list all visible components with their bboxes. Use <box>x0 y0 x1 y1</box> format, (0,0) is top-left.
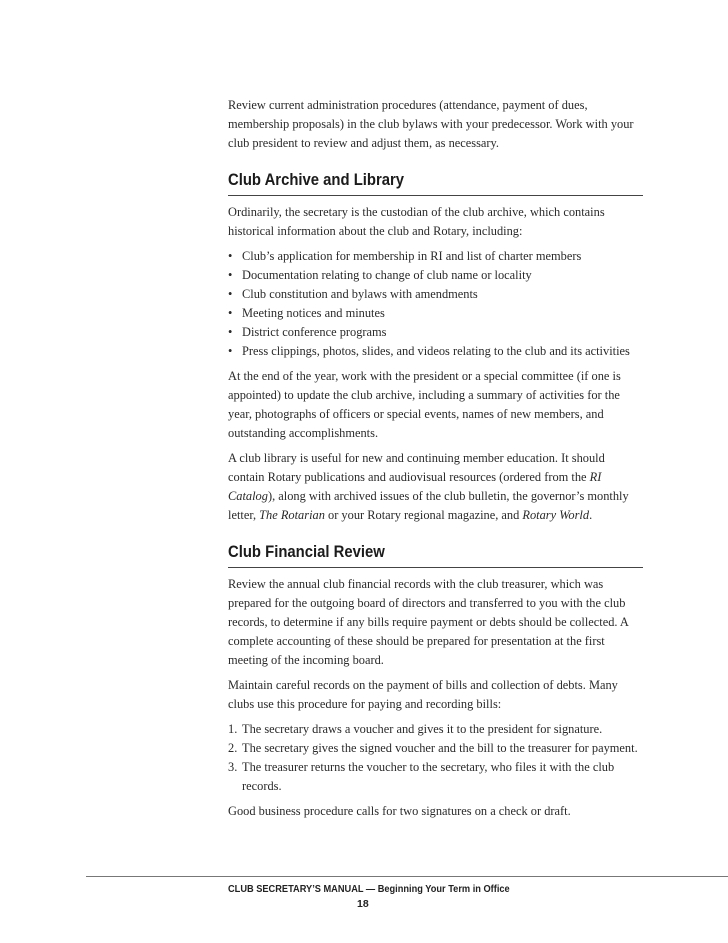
step-text: The treasurer returns the voucher to the secretary, who files it with the club records. <box>242 760 615 793</box>
billing-steps-list <box>228 720 643 796</box>
library-text-3: or your Rotary regional magazine, and <box>324 508 523 522</box>
ri-catalog-title: RI Catalog <box>228 470 602 503</box>
list-item: • Documentation relating to change of club name or locality <box>228 266 643 285</box>
closing-paragraph: Good business procedure calls for two signatures on a check or draft. <box>228 804 571 818</box>
maintain-records-paragraph: Maintain careful records on the payment of bills and collection of debts. Many clubs use this procedure for paying and recording bills: <box>228 678 618 711</box>
archive-heading: Club Archive and Library <box>228 171 405 189</box>
list-item <box>228 758 643 796</box>
list-item: • Club’s application for membership in RI and list of charter members <box>228 247 643 266</box>
financial-heading-rule <box>228 567 643 568</box>
library-text-4: . <box>589 508 593 522</box>
step-number: 3. <box>228 760 238 774</box>
step-number: 2. <box>228 741 238 755</box>
page-content <box>228 96 643 827</box>
list-item: • Club constitution and bylaws with amendments <box>228 285 643 304</box>
list-item <box>228 739 643 758</box>
year-end-paragraph: At the end of the year, work with the president or a special committee (if one is appointed) to update the club archive, including a summary of activities for the year, photographs of officers or special events, names of new members, and outstanding accomplishments. <box>228 369 621 440</box>
the-rotarian-title: The Rotarian <box>259 508 325 522</box>
list-item <box>228 720 643 739</box>
list-item: • Press clippings, photos, slides, and videos relating to the club and its activities <box>228 342 643 361</box>
financial-heading: Club Financial Review <box>228 543 385 561</box>
footer-divider <box>86 876 728 877</box>
library-paragraph <box>228 449 643 525</box>
step-text: The secretary gives the signed voucher and the bill to the treasurer for payment. <box>242 741 638 755</box>
financial-review-paragraph: Review the annual club financial records with the club treasurer, which was prepared for the outgoing board of directors and transferred to you with the club records, to determine if any bills require payment or debts should be collected. A complete accounting of these should be prepared for presentation at the first meeting of the incoming board. <box>228 577 629 667</box>
archive-heading-rule <box>228 195 643 196</box>
library-text-2: ), along with archived issues of the club bulletin, the governor’s monthly letter, <box>228 489 629 522</box>
library-text-1: A club library is useful for new and continuing member education. It should contain Rotary publications and audiovisual resources (ordered from the <box>228 451 605 484</box>
intro-paragraph: Review current administration procedures (attendance, payment of dues, membership proposals) in the club bylaws with your predecessor. Work with your club president to review and adjust them, as necessary. <box>228 98 634 150</box>
step-text: The secretary draws a voucher and gives it to the president for signature. <box>242 722 603 736</box>
rotary-world-title: Rotary World <box>522 508 590 522</box>
list-item: • District conference programs <box>228 323 643 342</box>
archive-lead-paragraph: Ordinarily, the secretary is the custodian of the club archive, which contains historical information about the club and Rotary, including: <box>228 205 605 238</box>
list-item: • Meeting notices and minutes <box>228 304 643 323</box>
footer-title: CLUB SECRETARY’S MANUAL — Beginning Your Term in Office <box>228 883 510 895</box>
archive-items-list <box>228 247 643 361</box>
page-number: 18 <box>357 898 369 910</box>
step-number: 1. <box>228 722 238 736</box>
